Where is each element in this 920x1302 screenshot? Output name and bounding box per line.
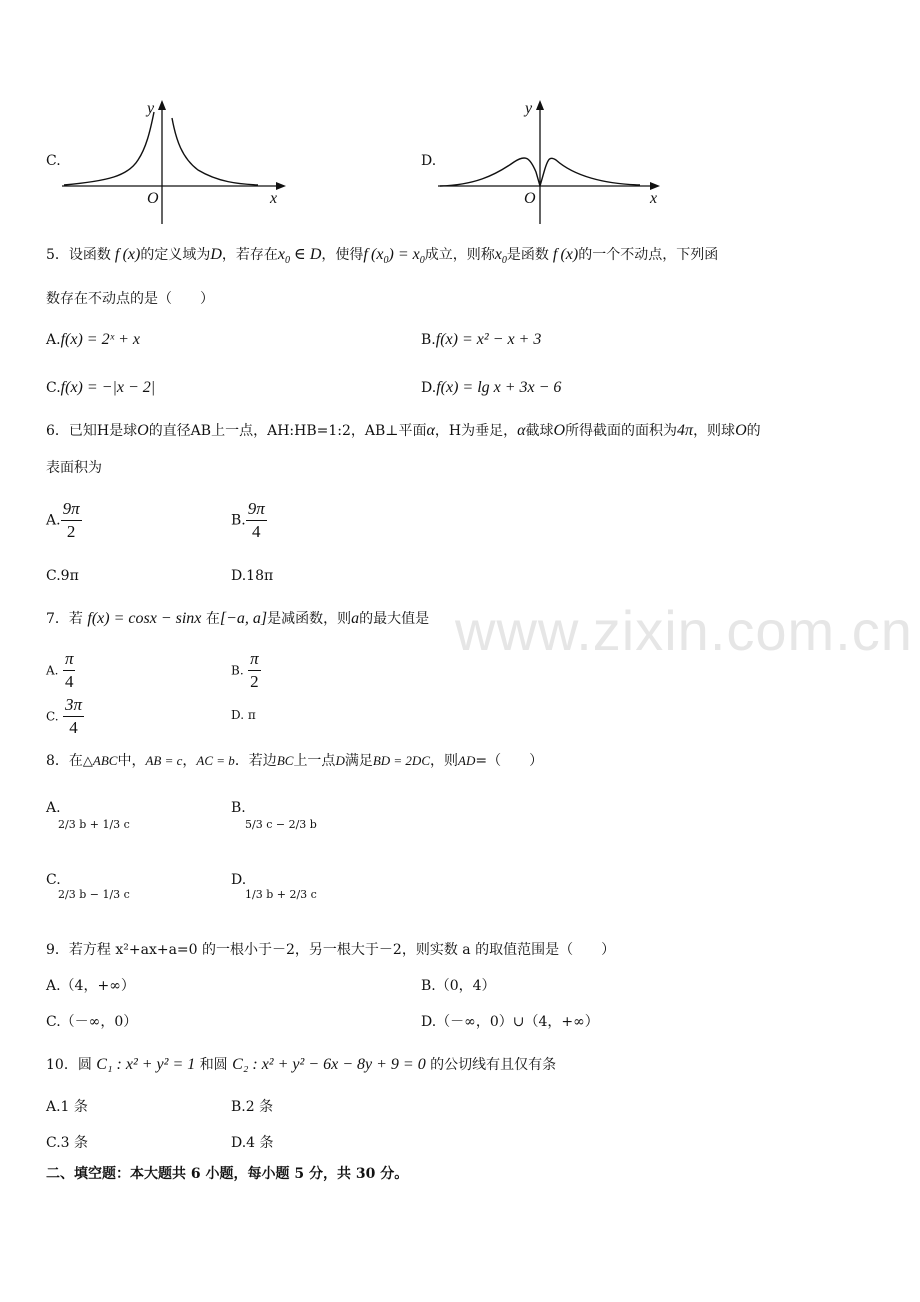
question-5-text: 5．设函数 f (x)的定义域为D，若存在$x_0$ ∈ D，使得f $(x_0) = x_0$成立，则称$x_0$是函数 f (x)的一个不动点，下列函 [46, 246, 719, 267]
q8-option-c-label: C. [46, 872, 61, 888]
q8-option-b-label: B. [231, 800, 246, 816]
q7-option-b: B. $\frac{\pi}{2}$ [231, 649, 259, 691]
section-heading: 二、填空题：本大题共 6 小题，每小题 5 分，共 30 分。 [46, 1166, 409, 1182]
option-d-label: D. [421, 153, 437, 169]
q5-option-c: C.f(x) = −|x − 2| [46, 379, 156, 396]
question-10-text: 10．圆 C₁ : x² + y² = 1 和圆 C₂ : x² + y² − 6x − 8y + 9 = 0 的公切线有且仅有条 [46, 1056, 557, 1073]
q9-option-a: A.（4，+∞） [46, 978, 135, 994]
graph-c [58, 96, 290, 228]
q6-option-b: B. $\frac{9\pi}{4}$ [231, 499, 265, 541]
question-5-line2: 数存在不动点的是（ ） [46, 291, 214, 307]
graph-c-y-label: y [147, 100, 155, 117]
q10-option-c: C.3 条 [46, 1135, 89, 1151]
question-6-text: 6．已知H是球O的直径AB上一点，AH:HB=1:2，AB⊥平面α，H为垂足，α截球O所得截面的面积为4π，则球O的 [46, 422, 761, 439]
question-7-text: 7．若 f(x) = cosx − sinx 在[−a, a]是减函数，则a的最大值是 [46, 610, 430, 627]
question-6-line2: 表面积为 [46, 460, 102, 476]
watermark: www.zixin.com.cn [455, 599, 913, 662]
question-9-text: 9．若方程 x²+ax+a=0 的一根小于－2，另一根大于－2，则实数 a 的取值范围是（ ） [46, 942, 616, 958]
q8-option-b: 5/3 c − 2/3 b [245, 818, 317, 831]
q10-option-d: D.4 条 [231, 1135, 274, 1151]
q6-option-a: A. $\frac{9\pi}{2}$ [46, 499, 80, 541]
q8-option-d: 1/3 b + 2/3 c [245, 888, 317, 901]
q5-option-d: D.f(x) = lg x + 3x − 6 [421, 379, 562, 396]
q10-option-b: B.2 条 [231, 1099, 274, 1115]
graph-d-x-label: x [650, 190, 658, 207]
graph-d-origin-label: O [524, 190, 536, 207]
q9-option-c: C.（－∞，0） [46, 1014, 138, 1030]
graph-c-origin-label: O [147, 190, 159, 207]
q5-option-a: A.f(x) = 2ˣ + x [46, 331, 140, 348]
q7-option-c: C. $\frac{3\pi}{4}$ [46, 695, 83, 737]
q8-option-d-label: D. [231, 872, 247, 888]
q9-option-d: D.（－∞，0）∪（4，+∞） [421, 1014, 599, 1030]
q5-option-b: B.f(x) = x² − x + 3 [421, 331, 542, 348]
q8-option-c: 2/3 b − 1/3 c [58, 888, 130, 901]
q7-option-d: D. π [231, 708, 256, 722]
q7-option-a: A. $\frac{\pi}{4}$ [46, 649, 74, 691]
question-8-text: 8．在△ABC中，AB = c，AC = b．若边BC上一点D满足BD = 2DC，则AD=（ ） [46, 753, 544, 769]
graph-c-x-label: x [270, 190, 278, 207]
option-c-label: C. [46, 153, 61, 169]
q8-option-a: 2/3 b + 1/3 c [58, 818, 130, 831]
q10-option-a: A.1 条 [46, 1099, 88, 1115]
q6-option-c: C.9π [46, 568, 79, 584]
graph-d [434, 96, 666, 228]
q6-option-d: D.18π [231, 568, 274, 584]
graph-d-y-label: y [525, 100, 533, 117]
q8-option-a-label: A. [46, 800, 61, 816]
q9-option-b: B.（0，4） [421, 978, 496, 994]
